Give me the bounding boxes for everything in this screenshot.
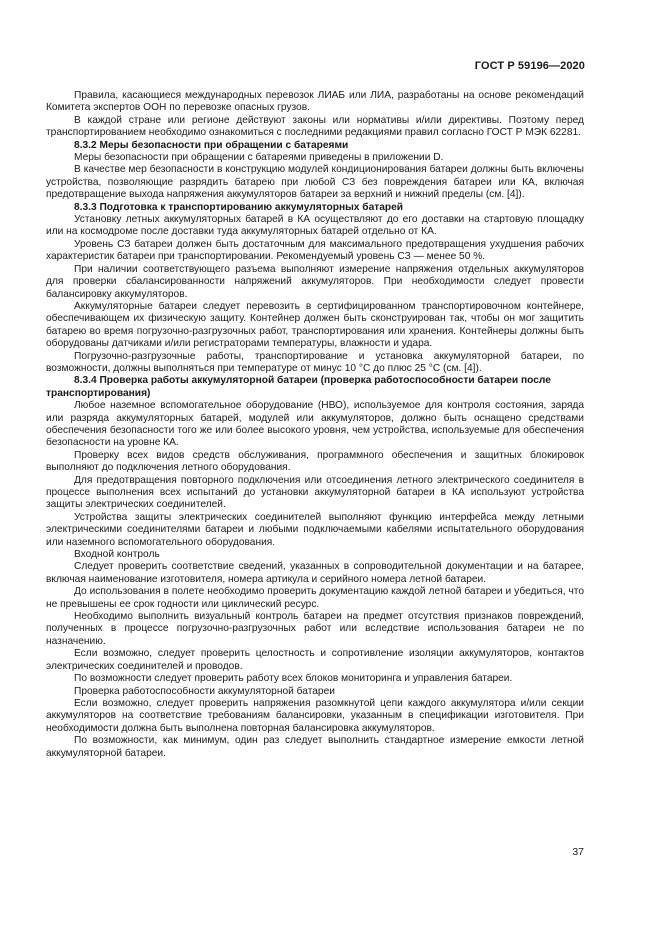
subheading-incoming-inspection: Входной контроль — [74, 549, 160, 561]
paragraph: Проверку всех видов средств обслуживания, программного обеспечения и защитных блокировок выполняют до подключения летного оборудования. — [46, 449, 584, 474]
paragraph: Для предотвращения повторного подключения или отсоединения летного электрического соединителя в процессе выполнения всех испытаний до установки аккумуляторной батареи в КА используют устройства защиты электрических соединителей. — [46, 474, 584, 511]
paragraph: Правила, касающиеся международных перевозок ЛИАБ или ЛИА, разработаны на основе рекомендаций Комитета экспертов ООН по перевозке опасных грузов. — [46, 90, 584, 114]
paragraph: Погрузочно-разгрузочные работы, транспортирование и установка аккумуляторной батареи, по возможности, должны выполняться при температуре от минус 10 °С до плюс 25 °С (см. [4]). — [46, 350, 584, 374]
paragraph: В каждой стране или регионе действуют законы или нормативы и/или директивы. Поэтому перед транспортированием необходимо ознакомиться с последними редакциями правил согласно ГОСТ Р МЭК 62281. — [46, 114, 584, 139]
paragraph: Необходимо выполнить визуальный контроль батареи на предмет отсутствия признаков повреждений, полученных в процессе погрузочно-разгрузочных работ или вследствие использования батареи не по назначению. — [46, 611, 584, 647]
paragraph: Если возможно, следует проверить напряжения разомкнутой цепи каждого аккумулятора и/или секции аккумуляторов на соответствие требованиям балансировки, указанным в спецификации изготовителя. При необходимости должна быть выполнена повторная балансировка аккумуляторов. — [46, 697, 584, 734]
paragraph: В качестве мер безопасности в конструкцию модулей кондиционирования батареи должны быть включены устройства, позволяющие разрядить батарею при любой СЗ без повреждения батареи или КА, включая предотвращение выхода напряжения аккумуляторов батареи за верхний и нижний пределы (см. [4]). — [46, 164, 584, 201]
paragraph: Уровень СЗ батареи должен быть достаточным для максимального предотвращения ухудшения рабочих характеристик батареи при транспортировании. Рекомендуемый уровень СЗ — менее 50 %. — [46, 238, 584, 263]
paragraph: Следует проверить соответствие сведений, указанных в сопроводительной документации и на батарее, включая наименование изготовителя, номера артикула и серийного номера летной батареи. — [46, 561, 584, 585]
section-heading-8-3-4: 8.3.4 Проверка работы аккумуляторной батареи (проверка работоспособности батареи после транспортирования) — [46, 375, 551, 399]
paragraph: Любое наземное вспомогательное оборудование (НВО), используемое для контроля состояния, заряда или разряда аккумуляторных батарей, модулей или аккумуляторов, должно быть оснащено средствами обеспечения безопасности того же или более высокого уровня, чем устройства, используемые для обеспечения безопасности на уровне КА. — [46, 400, 584, 449]
page-number: 37 — [572, 846, 584, 858]
paragraph: Установку летных аккумуляторных батарей в КА осуществляют до его доставки на стартовую площадку или на космодроме после доставки туда аккумуляторных батарей отдельно от КА. — [46, 214, 584, 238]
paragraph: По возможности следует проверить работу всех блоков мониторинга и управления батареи. — [74, 673, 513, 685]
paragraph: Устройства защиты электрических соединителей выполняют функцию интерфейса между летными электрическими соединителями батареи и любыми подключаемыми кабелями испытательного оборудования или наземного вспомогательного оборудования. — [46, 511, 584, 548]
section-heading-8-3-2: 8.3.2 Меры безопасности при обращении с батареями — [74, 139, 349, 151]
paragraph: Аккумуляторные батареи следует перевозить в сертифицированном транспортировочном контейнере, обеспечивающем их физическую защиту. Контейнер должен быть сконструирован так, чтобы он мог защитить батарею во время погрузочно-разгрузочных работ, транспортирования или хранения. Контейнеры должны быть оборудованы датчиками и/или регистраторами температуры, влажности и удара. — [46, 300, 584, 350]
paragraph: Если возможно, следует проверить целостность и сопротивление изоляции аккумуляторов, контактов электрических соединителей и проводов. — [46, 648, 584, 672]
paragraph: По возможности, как минимум, один раз следует выполнить стандартное измерение емкости летной аккумуляторной батареи. — [46, 735, 584, 759]
paragraph: До использования в полете необходимо проверить документацию каждой летной батареи и убедиться, что не превышены ее срок годности или циклический ресурс. — [46, 586, 584, 610]
section-heading-8-3-3: 8.3.3 Подготовка к транспортированию аккумуляторных батарей — [74, 201, 404, 213]
paragraph: Меры безопасности при обращении с батареями приведены в приложении D. — [74, 152, 444, 164]
standard-number-header: ГОСТ Р 59196—2020 — [474, 60, 585, 72]
subheading-battery-operability-check: Проверка работоспособности аккумуляторной батареи — [74, 685, 335, 697]
paragraph: При наличии соответствующего разъема выполняют измерение напряжения отдельных аккумуляторов для проверки сбалансированности напряжений аккумуляторов. При необходимости следует провести балансировку аккумуляторов. — [46, 263, 584, 300]
document-body — [46, 90, 584, 760]
